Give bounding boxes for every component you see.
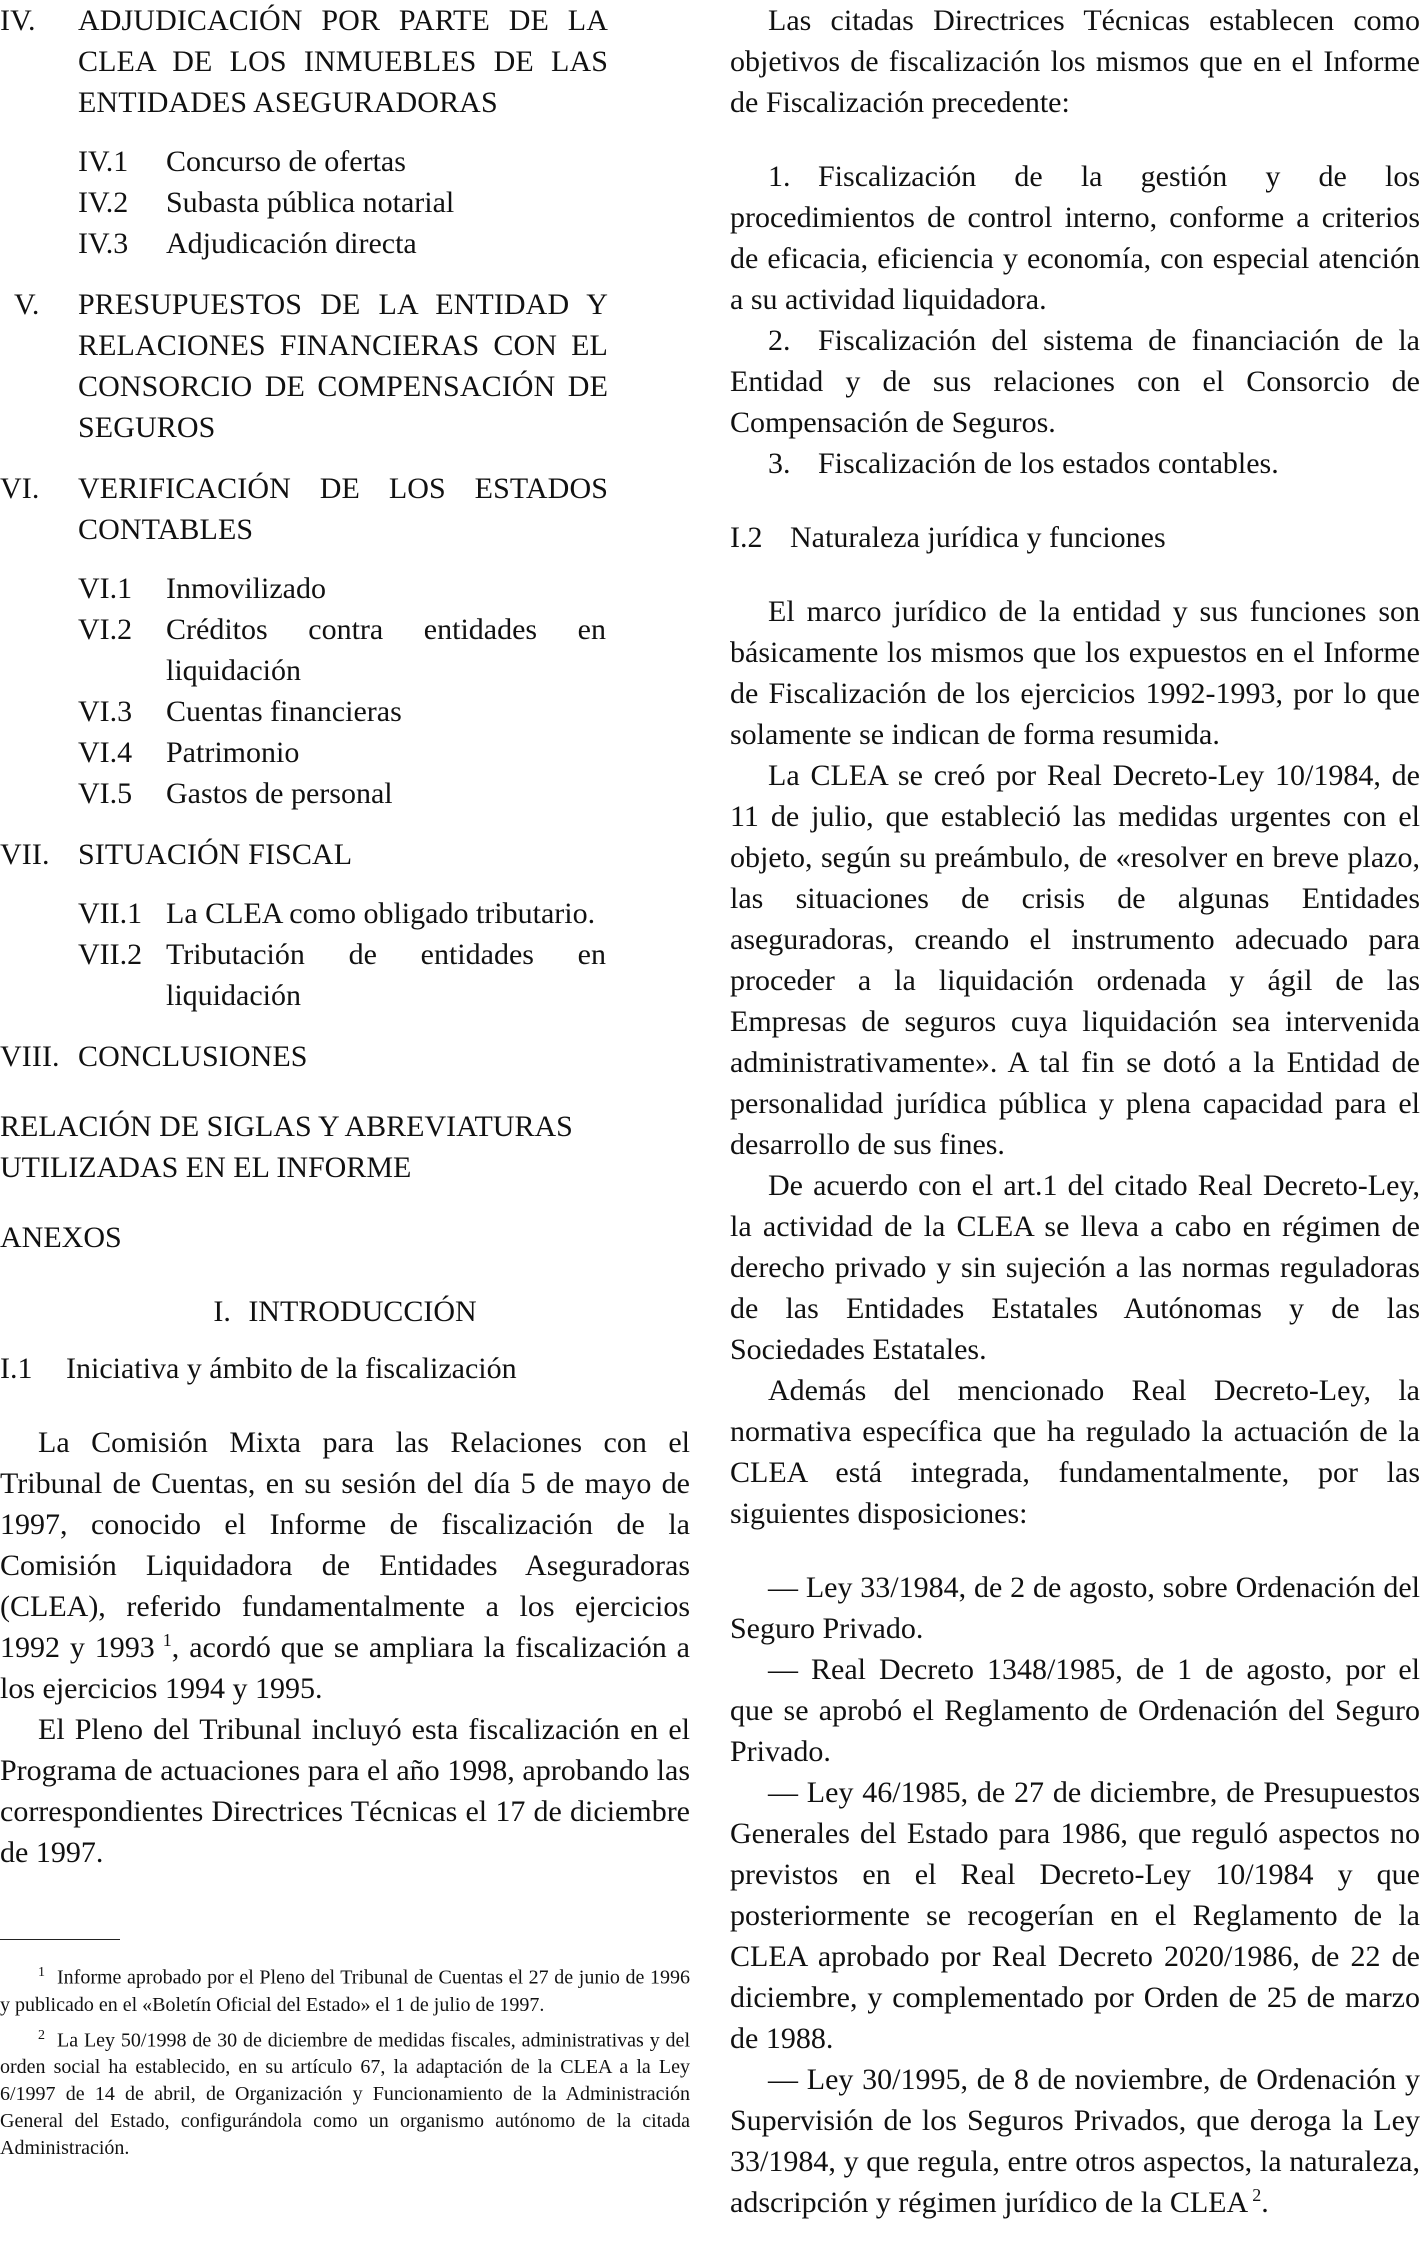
- objective-number: 1.: [768, 160, 791, 193]
- subsection-number: I.1: [0, 1352, 33, 1385]
- footnote-text: La Ley 50/1998 de 30 de diciembre de medidas fiscales, administrativas y del orden social ha establecido, en su artículo 67, la adaptación de la CLEA a la Ley 6/1997 de 14 de abril, de Organización y Funcionamiento de la Administración General del Estado, configurándola como un organismo autónomo de la citada Administración.: [0, 2029, 690, 2160]
- paragraph: [0, 1422, 690, 1709]
- toc-sub-number: IV.3: [78, 227, 129, 260]
- footnote: [0, 2022, 690, 2163]
- toc-sub-title: La CLEA como obligado tributario.: [166, 897, 596, 930]
- objective-item: [730, 320, 1420, 443]
- legislation-item: — Ley 46/1985, de 27 de diciembre, de Presupuestos Generales del Estado para 1986, que reguló aspectos no previstos en el Real Decreto-Ley 10/1984 y que posteriormente se recogerían en el Reglamento de la CLEA aprobado por Real Decreto 2020/1986, de 22 de diciembre, y complementado por Orden de 25 de marzo de 1988.: [730, 1776, 1420, 2055]
- footnote-text: Informe aprobado por el Pleno del Tribunal de Cuentas el 27 de junio de 1996 y publicado en el «Boletín Oficial del Estado» el 1 de julio de 1997.: [0, 1966, 690, 2016]
- toc-item: [0, 284, 690, 448]
- toc-item: [0, 834, 690, 1016]
- toc-number: VII.: [0, 838, 50, 871]
- footnote-divider: [0, 1939, 120, 1940]
- relacion-siglas-heading: RELACIÓN DE SIGLAS Y ABREVIATURAS UTILIZADAS EN EL INFORME: [0, 1110, 573, 1184]
- paragraph: Además del mencionado Real Decreto-Ley, la normativa específica que ha regulado la actuación de la CLEA está integrada, fundamentalmente, por las siguientes disposiciones:: [730, 1374, 1420, 1530]
- legislation-item: — Ley 33/1984, de 2 de agosto, sobre Ordenación del Seguro Privado.: [730, 1571, 1420, 1645]
- section-title: I. INTRODUCCIÓN: [213, 1295, 477, 1328]
- footnote-number: 2: [38, 2027, 45, 2043]
- legislation-item: [730, 2059, 1420, 2223]
- toc-title: ADJUDICACIÓN POR PARTE DE LA CLEA DE LOS INMUEBLES DE LAS ENTIDADES ASEGURADORAS: [78, 4, 608, 119]
- toc-sub-number: VII.2: [78, 938, 143, 971]
- paragraph: La CLEA se creó por Real Decreto-Ley 10/1984, de 11 de julio, que estableció las medidas urgentes con el objeto, según su preámbulo, de «resolver en breve plazo, las situaciones de crisis de algunas Entidades aseguradoras, creando el instrumento adecuado para proceder a la liquidación ordenada y ágil de las Empresas de seguros cuya liquidación sea intervenida administrativamente». A tal fin se dotó a la Entidad de personalidad jurídica pública y plena capacidad para el desarrollo de sus fines.: [730, 759, 1420, 1161]
- toc-sub-title: Tributación de entidades en liquidación: [166, 938, 606, 1012]
- toc-sub-number: IV.2: [78, 186, 129, 219]
- toc-sub-title: Adjudicación directa: [166, 227, 417, 260]
- toc-title: CONCLUSIONES: [78, 1040, 308, 1073]
- paragraph: El marco jurídico de la entidad y sus funciones son básicamente los mismos que los expuestos en el Informe de Fiscalización de los ejercicios 1992-1993, por lo que solamente se indican de forma resumida.: [730, 595, 1420, 751]
- legislation-item: — Real Decreto 1348/1985, de 1 de agosto, por el que se aprobó el Reglamento de Ordenación del Seguro Privado.: [730, 1653, 1420, 1768]
- toc-number: VIII.: [0, 1040, 60, 1073]
- toc-sub-title: Gastos de personal: [166, 777, 393, 810]
- paragraph-text: , acordó que se ampliara la fiscalización a los ejercicios 1994 y 1995.: [0, 1631, 690, 1705]
- toc-title: VERIFICACIÓN DE LOS ESTADOS CONTABLES: [78, 472, 608, 546]
- toc-sub-number: VII.1: [78, 897, 143, 930]
- anexos-heading: ANEXOS: [0, 1221, 122, 1254]
- subsection-title: Naturaleza jurídica y funciones: [790, 521, 1166, 554]
- toc-sub-number: VI.5: [78, 777, 133, 810]
- toc-sub-number: VI.1: [78, 572, 133, 605]
- toc-sub-title: Subasta pública notarial: [166, 186, 455, 219]
- toc-sub-number: VI.3: [78, 695, 133, 728]
- paragraph-text: La Comisión Mixta para las Relaciones con el Tribunal de Cuentas, en su sesión del día 5 de mayo de 1997, conocido el Informe de fiscalización de la Comisión Liquidadora de Entidades Aseguradoras (CLEA), referido fundamentalmente a los ejercicios 1992 y 1993: [0, 1426, 690, 1664]
- paragraph: El Pleno del Tribunal incluyó esta fiscalización en el Programa de actuaciones para el año 1998, aprobando las correspondientes Directrices Técnicas el 17 de diciembre de 1997.: [0, 1713, 690, 1869]
- toc-title: SITUACIÓN FISCAL: [78, 838, 353, 871]
- footnote-number: 1: [38, 1965, 45, 1980]
- toc-sub-number: VI.2: [78, 613, 133, 646]
- subsection-heading: [730, 517, 1420, 558]
- legislation-text: — Ley 30/1995, de 8 de noviembre, de Ordenación y Supervisión de los Seguros Privados, que deroga la Ley 33/1984, y que regula, entre otros aspectos, la naturaleza, adscripción y régimen jurídico de la CLEA: [730, 2063, 1420, 2219]
- legislation-text: .: [1261, 2186, 1269, 2219]
- footnote: [0, 1959, 690, 2019]
- objective-text: Fiscalización del sistema de financiación de la Entidad y de sus relaciones con el Consorcio de Compensación de Seguros.: [730, 324, 1420, 439]
- toc-sub-title: Patrimonio: [166, 736, 300, 769]
- toc-sub-number: VI.4: [78, 736, 133, 769]
- toc-item: [0, 1036, 690, 1077]
- toc-number: VI.: [0, 472, 40, 505]
- toc-number: IV.: [0, 4, 36, 37]
- subsection-number: I.2: [730, 521, 763, 554]
- subsection-title: Iniciativa y ámbito de la fiscalización: [66, 1352, 517, 1385]
- toc-sub-number: IV.1: [78, 145, 129, 178]
- toc-item: [0, 0, 690, 264]
- paragraph: De acuerdo con el art.1 del citado Real Decreto-Ley, la actividad de la CLEA se lleva a cabo en régimen de derecho privado y sin sujeción a las normas reguladoras de las Entidades Estatales Autónomas y de las Sociedades Estatales.: [730, 1169, 1420, 1366]
- toc-sub-title: Inmovilizado: [166, 572, 326, 605]
- paragraph: Las citadas Directrices Técnicas establecen como objetivos de fiscalización los mismos que en el Informe de Fiscalización precedente:: [730, 4, 1420, 119]
- toc-sub-title: Concurso de ofertas: [166, 145, 406, 178]
- objective-item: [730, 443, 1420, 484]
- footnote-ref: 1: [162, 1630, 172, 1650]
- toc-title: PRESUPUESTOS DE LA ENTIDAD Y RELACIONES FINANCIERAS CON EL CONSORCIO DE COMPENSACIÓN DE SEGUROS: [78, 288, 608, 444]
- objective-item: [730, 156, 1420, 320]
- toc-sub-title: Créditos contra entidades en liquidación: [166, 613, 606, 687]
- toc-number: V.: [14, 288, 40, 321]
- objective-number: 3.: [768, 447, 791, 480]
- right-column: [730, 0, 1420, 2223]
- objective-number: 2.: [768, 324, 791, 357]
- footnote-ref: 2: [1252, 2185, 1262, 2205]
- toc-item: [0, 468, 690, 814]
- subsection-heading: [0, 1348, 690, 1389]
- left-column: [0, 0, 690, 2162]
- objective-text: Fiscalización de la gestión y de los procedimientos de control interno, conforme a criterios de eficacia, eficiencia y economía, con especial atención a su actividad liquidadora.: [730, 160, 1420, 316]
- toc-sub-title: Cuentas financieras: [166, 695, 402, 728]
- objective-text: Fiscalización de los estados contables.: [818, 447, 1279, 480]
